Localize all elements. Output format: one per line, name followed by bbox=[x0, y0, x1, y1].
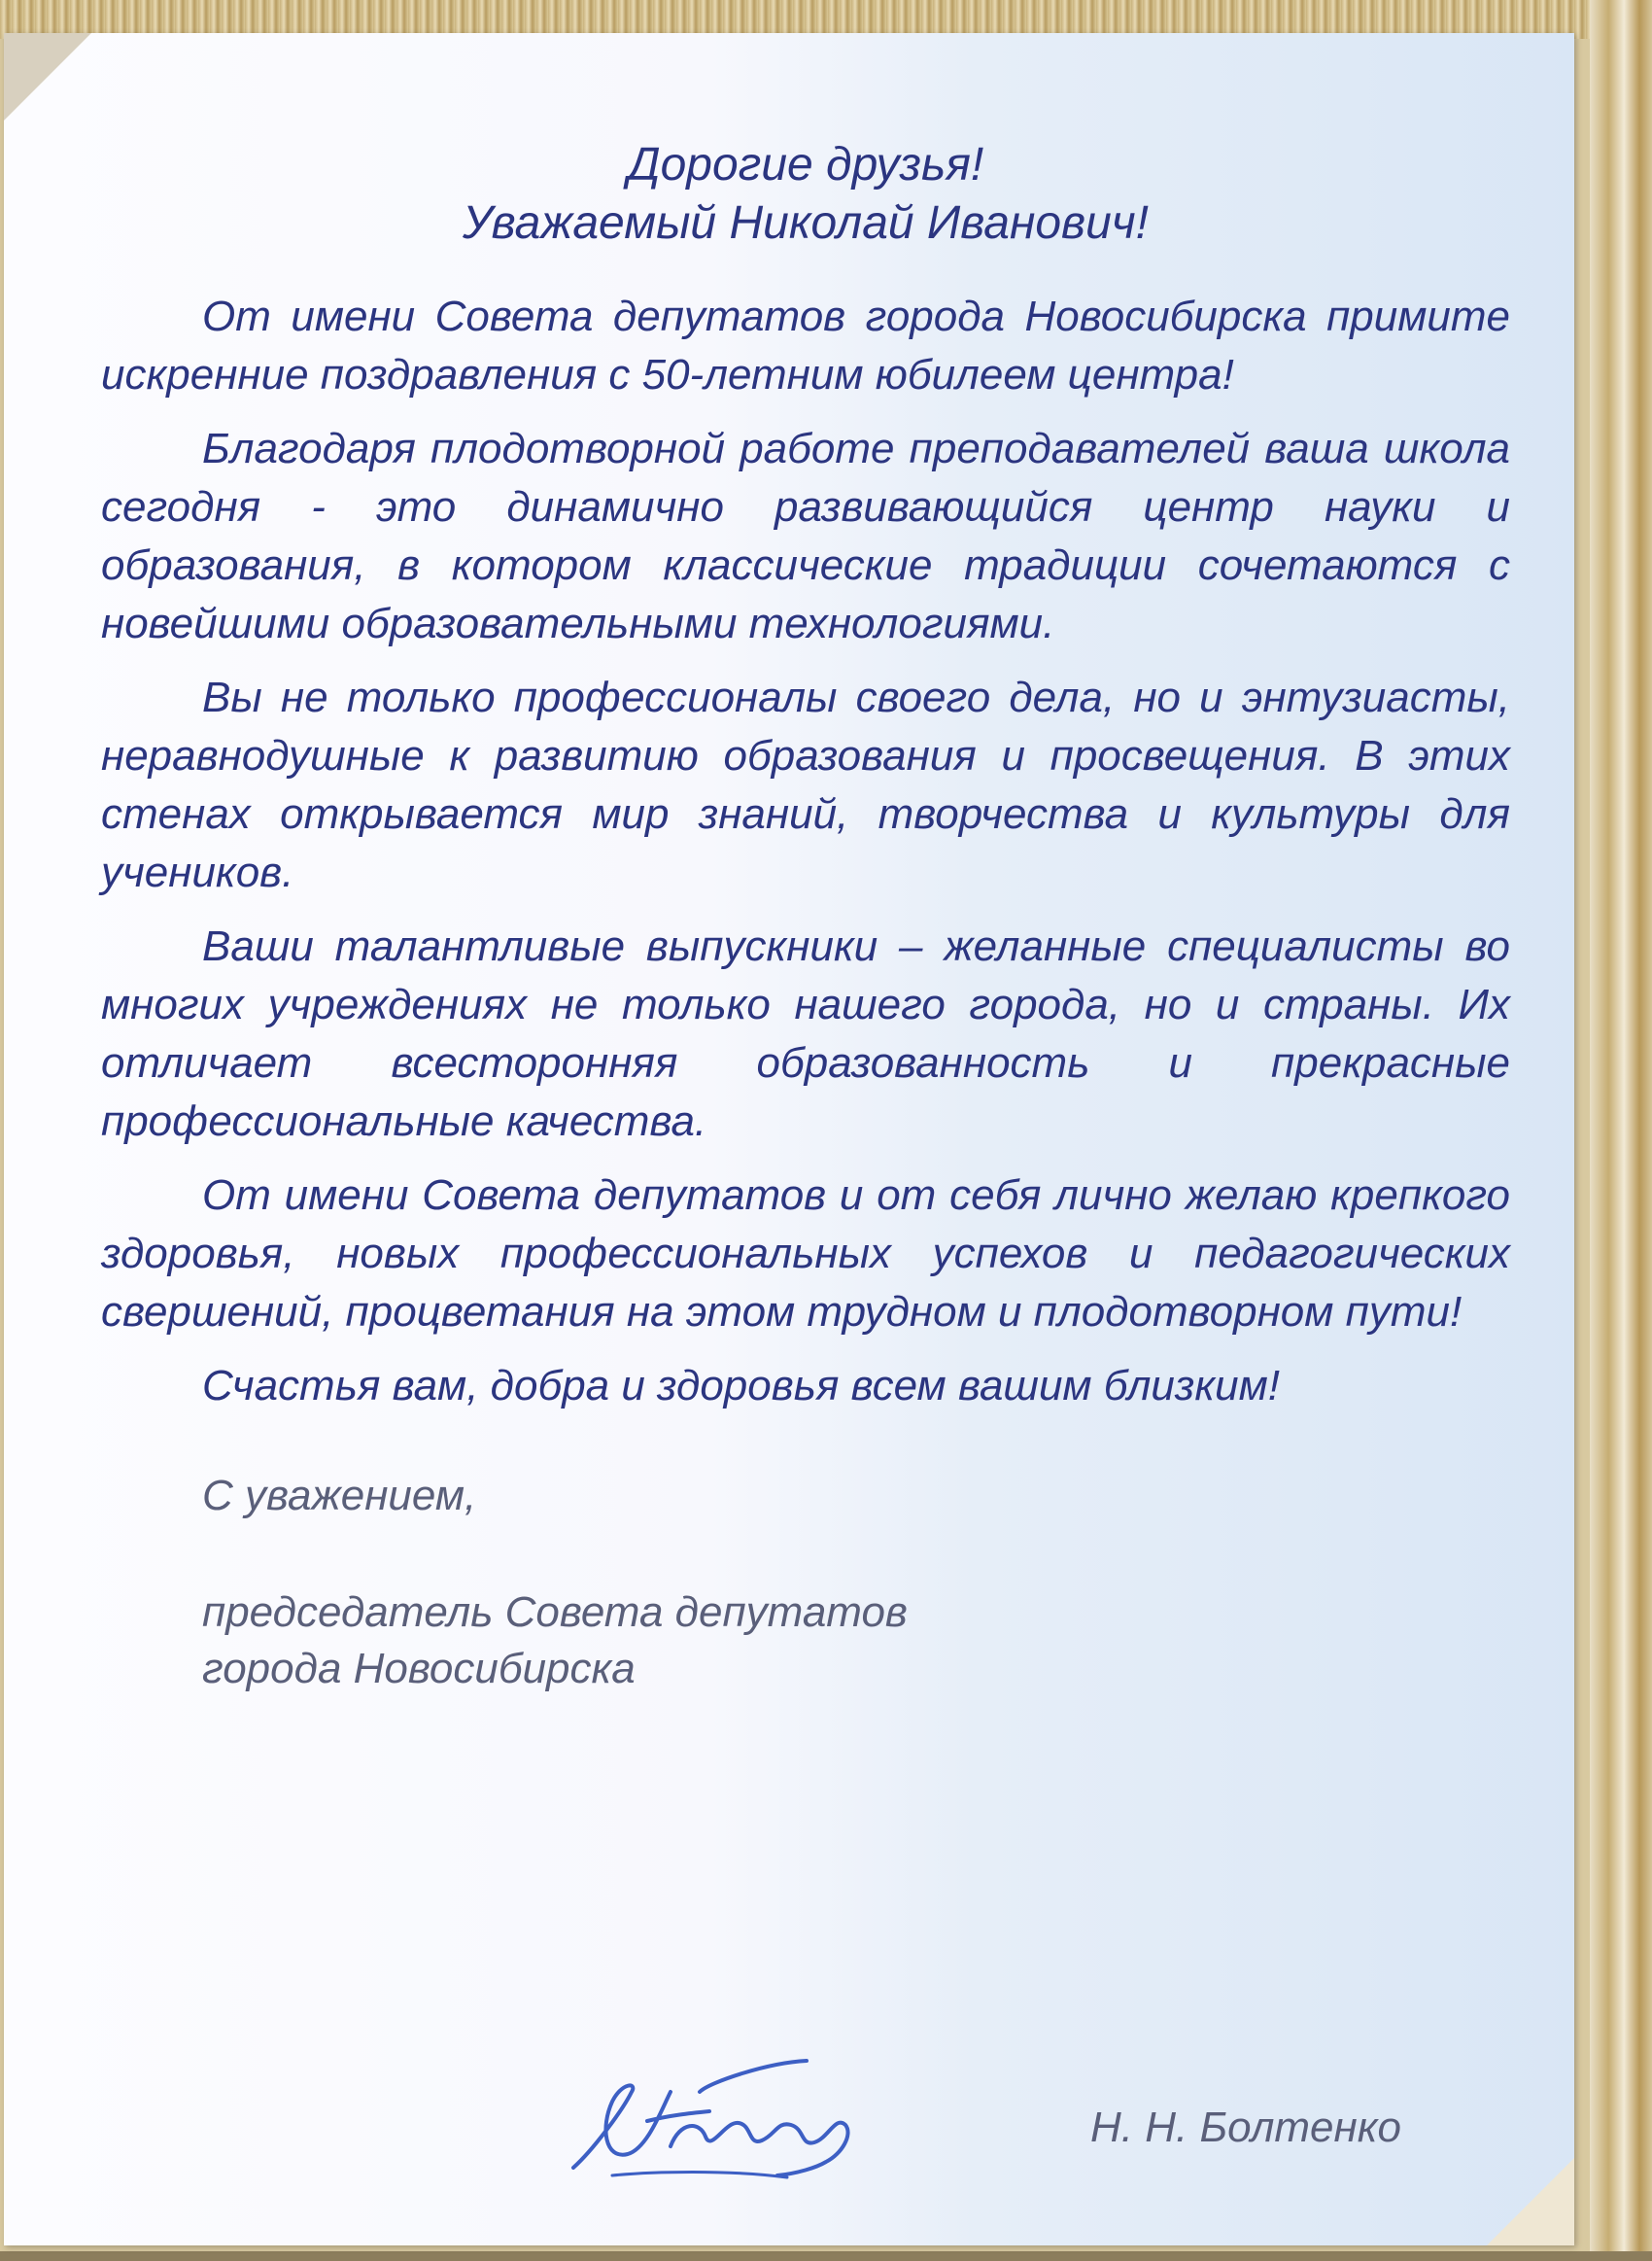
folder-frame-right bbox=[1590, 0, 1652, 2261]
paragraph-enthusiasts: Вы не только профессионалы своего дела, но и энтузиасты, неравнодушные к развитию образования и просвещения. В этих стенах открывается мир знаний, творчества и культуры для учеников. bbox=[101, 674, 1510, 896]
handwritten-signature bbox=[554, 2053, 904, 2189]
signer-title-line-1: председатель Совета депутатов bbox=[202, 1588, 908, 1636]
paragraph-teachers: Благодаря плодотворной работе преподавателей ваша школа сегодня - это динамично развивающийся центр науки и образования, в котором классические традиции сочетаются с новейшими образовательными технологиями. bbox=[101, 425, 1510, 647]
signer-title-line-2: города Новосибирска bbox=[202, 1645, 636, 1692]
closing-block bbox=[202, 1468, 1510, 1697]
paragraph-happiness: Счастья вам, добра и здоровья всем вашим близким! bbox=[202, 1362, 1280, 1409]
greeting-line-2: Уважаемый Николай Иванович! bbox=[463, 197, 1149, 249]
signature-row bbox=[554, 2053, 1526, 2199]
greeting-line-1: Дорогие друзья! bbox=[627, 139, 984, 191]
letter-body bbox=[101, 136, 1510, 1697]
greeting bbox=[101, 136, 1510, 253]
folder-frame-bottom bbox=[0, 2251, 1652, 2261]
regards: С уважением, bbox=[202, 1472, 477, 1519]
paragraph-congratulations: От имени Совета депутатов города Новосибирска примите искренние поздравления с 50-летним юбилеем центра! bbox=[101, 293, 1510, 399]
paragraph-wishes: От имени Совета депутатов и от себя лично желаю крепкого здоровья, новых профессиональных успехов и педагогических свершений, процветания на этом трудном и плодотворном пути! bbox=[101, 1171, 1510, 1336]
signer-name: Н. Н. Болтенко bbox=[1090, 2104, 1401, 2151]
folder-corner-top-left bbox=[4, 33, 91, 121]
paragraph-graduates: Ваши талантливые выпускники – желанные специалисты во многих учреждениях не только нашего города, но и страны. Их отличает всесторонняя образованность и прекрасные профессиональные качества. bbox=[101, 922, 1510, 1145]
